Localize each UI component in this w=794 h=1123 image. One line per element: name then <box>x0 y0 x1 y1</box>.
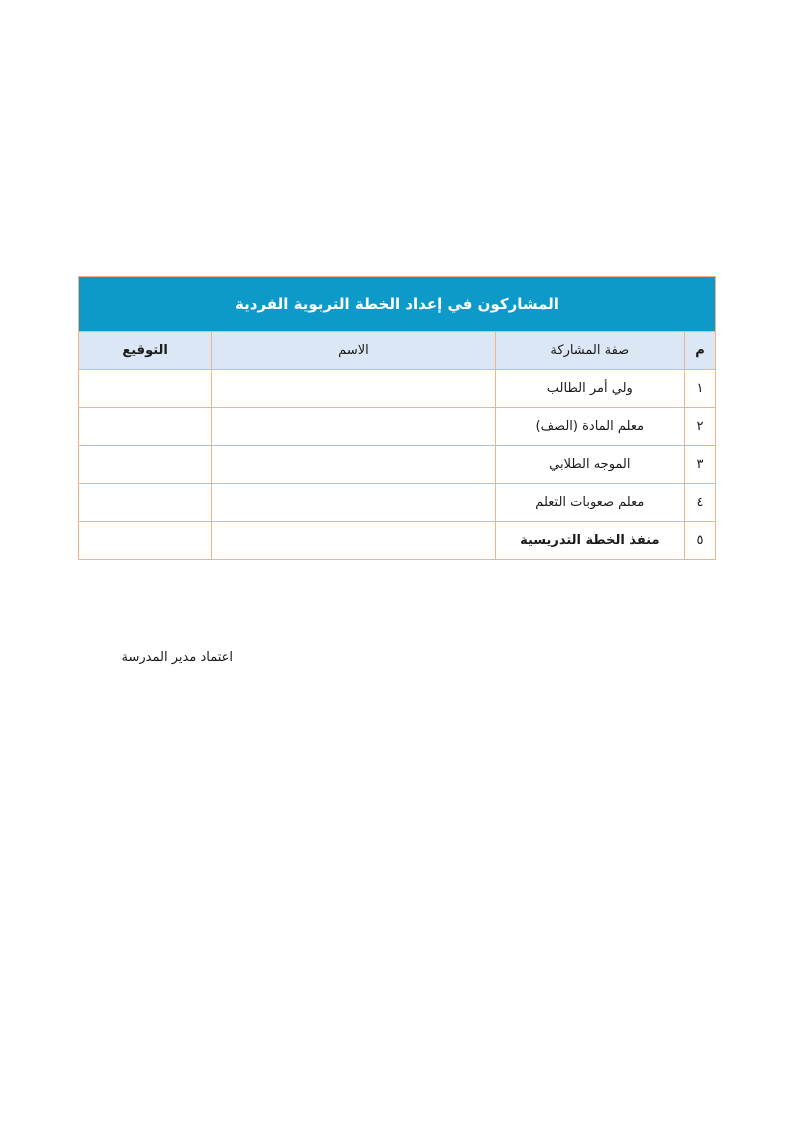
table-title-row <box>79 277 716 332</box>
row-signature-cell[interactable] <box>79 370 212 408</box>
row-name-cell[interactable] <box>212 408 495 446</box>
row-role: منفذ الخطة التدريسية <box>495 522 684 560</box>
row-signature-cell[interactable] <box>79 484 212 522</box>
table-row <box>79 408 716 446</box>
row-name-cell[interactable] <box>212 446 495 484</box>
row-name-cell[interactable] <box>212 370 495 408</box>
row-role: الموجه الطلابي <box>495 446 684 484</box>
table-row <box>79 446 716 484</box>
participants-table <box>78 276 716 560</box>
header-name: الاسم <box>212 332 495 370</box>
row-number: ٥ <box>684 522 715 560</box>
table-row <box>79 484 716 522</box>
table-row <box>79 522 716 560</box>
table-header-row <box>79 332 716 370</box>
row-signature-cell[interactable] <box>79 408 212 446</box>
header-signature: التوقيع <box>79 332 212 370</box>
header-role: صفة المشاركة <box>495 332 684 370</box>
row-role: معلم المادة (الصف) <box>495 408 684 446</box>
principal-approval-label: اعتماد مدير المدرسة <box>121 650 233 665</box>
row-signature-cell[interactable] <box>79 522 212 560</box>
row-signature-cell[interactable] <box>79 446 212 484</box>
row-number: ٢ <box>684 408 715 446</box>
row-number: ٣ <box>684 446 715 484</box>
table-row <box>79 370 716 408</box>
row-name-cell[interactable] <box>212 484 495 522</box>
row-name-cell[interactable] <box>212 522 495 560</box>
row-number: ١ <box>684 370 715 408</box>
header-number: م <box>684 332 715 370</box>
row-role: معلم صعوبات التعلم <box>495 484 684 522</box>
row-number: ٤ <box>684 484 715 522</box>
table-title: المشاركون في إعداد الخطة التربوية الفردية <box>79 277 716 332</box>
row-role: ولي أمر الطالب <box>495 370 684 408</box>
